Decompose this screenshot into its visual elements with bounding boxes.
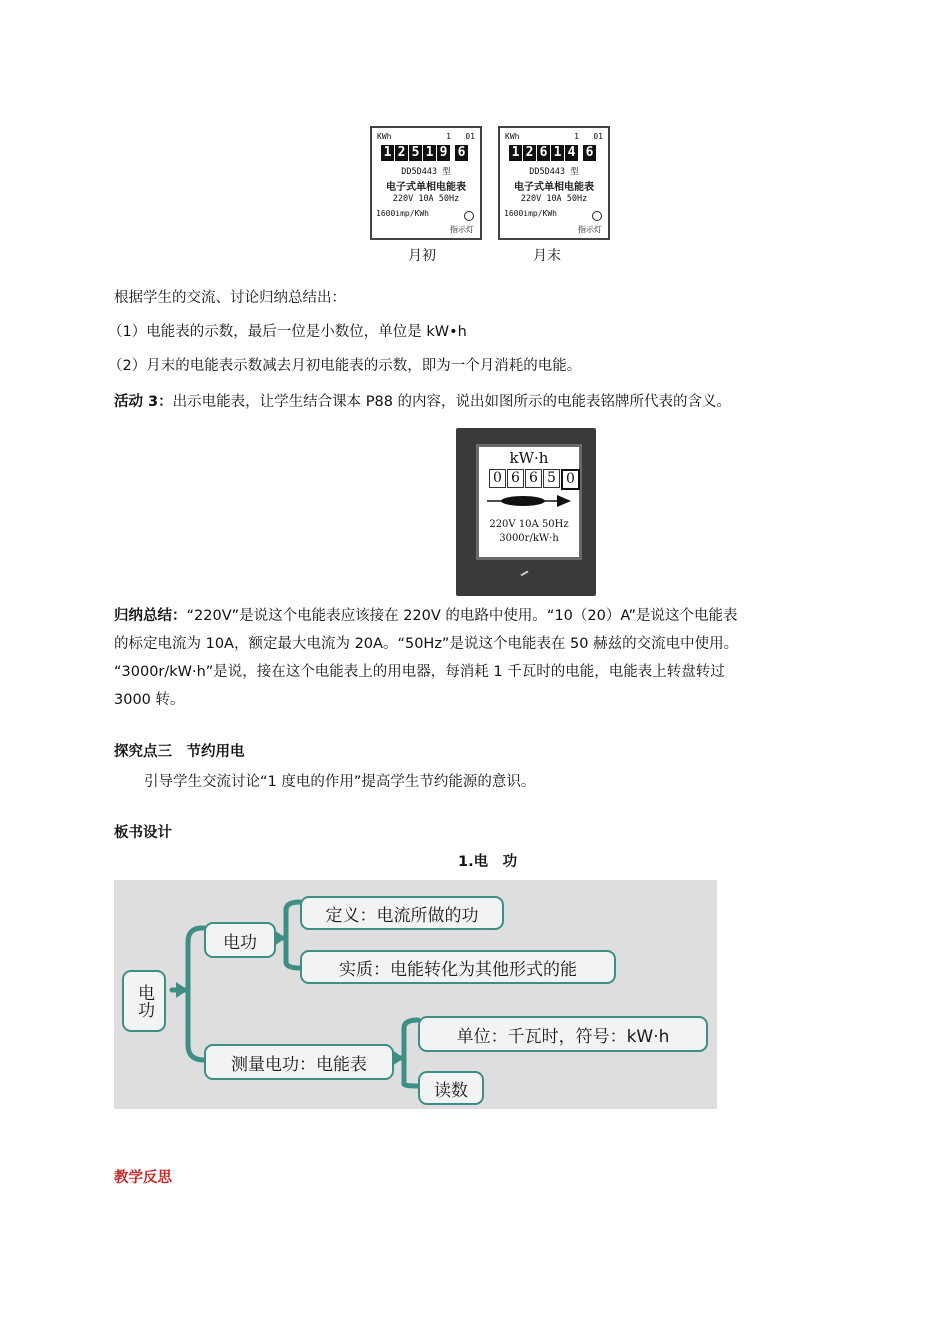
meter-name: 电子式单相电能表 [386,182,466,193]
digit: 1 [381,145,394,161]
meter-spec: 220V 10A 50Hz [489,519,569,530]
node-label: 实质：电能转化为其他形式的能 [339,959,577,980]
meter-counter [489,469,581,490]
meter-phase: 1 [446,132,451,141]
node-root [122,970,166,1032]
meter-phase: 1 [574,132,579,141]
decimal-digit: 6 [455,145,468,161]
meter-screw-icon [521,571,532,582]
node-definition [300,896,504,930]
activity-3-text: 出示电能表，让学生结合课本 P88 的内容，说出如图所示的电能表铭牌所代表的含义。 [172,394,732,410]
node-label: 测量电功：电能表 [231,1054,367,1075]
digit: 6 [525,469,542,488]
activity-3 [114,392,731,412]
meter-rev: 3000r/kW·h [499,533,559,544]
summary-label: 归纳总结： [114,608,187,624]
meter-window [476,444,582,560]
summary-line-3: “3000r/kW·h”是说，接在这个电能表上的用电器，每消耗 1 千瓦时的电能，电能表上转盘转过 [114,664,725,680]
digit: 6 [537,145,550,161]
meter-spec: 220V 10A 50Hz [520,194,588,204]
meter-imp: 1600imp/KWh [376,209,429,218]
rotor-arrow-icon [485,491,573,511]
node-unit [418,1016,708,1052]
point-2: （2）月末的电能表示数减去月初电能表的示数，即为一个月消耗的电能。 [108,358,582,374]
node-essence [300,950,616,984]
digit: 0 [489,469,506,488]
meter-model: DD5D443 型 [529,167,579,177]
node-label: 电功 [223,932,257,953]
node-label: 单位：千瓦时，符号：kW·h [456,1026,670,1047]
electric-meter-photo [456,428,596,596]
digit: 1 [423,145,436,161]
summary-line-1 [114,606,737,626]
summary-line-2: 的标定电流为 10A，额定最大电流为 20A。“50Hz”是说这个电能表在 50 赫兹的交流电中使用。 [114,636,739,652]
digit: 4 [565,145,578,161]
meter-month-end [498,126,610,240]
meter-model: DD5D443 型 [401,167,451,177]
node-root-label: 电功 [134,984,154,1018]
summary-text: “220V”是说这个电能表应该接在 220V 的电路中使用。“10（20）A”是说这个电能表 [186,608,738,624]
board-title: 板书设计 [114,825,172,841]
node-branch-electric-work [204,922,276,958]
mind-map [114,880,717,1109]
meter-month-start [370,126,482,240]
node-label: 定义：电流所做的功 [325,905,479,926]
meter-code: 01 [465,132,475,141]
indicator-lamp-icon [464,211,474,221]
decimal-digit: 0 [561,469,580,490]
meter-name: 电子式单相电能表 [514,182,594,193]
meter-caption: 月末 [533,248,561,264]
section-3-text: 引导学生交流讨论“1 度电的作用”提高学生节约能源的意识。 [144,774,536,790]
meter-imp: 1600imp/KWh [504,209,557,218]
teaching-reflection: 教学反思 [114,1170,172,1186]
activity-3-label: 活动 3： [114,394,173,410]
summary-line-4: 3000 转。 [114,692,185,708]
summary-intro: 根据学生的交流、讨论归纳总结出： [114,290,346,306]
meter-spec: 220V 10A 50Hz [392,194,460,204]
meter-digits [509,145,597,161]
indicator-lamp-icon [592,211,602,221]
meter-unit-label: kW·h [509,449,549,467]
meter-digits [381,145,469,161]
digit: 6 [507,469,524,488]
node-reading [418,1071,484,1105]
digit: 5 [409,145,422,161]
digit: 9 [437,145,450,161]
board-heading: 1.电 功 [458,854,518,870]
meter-unit: KWh [377,132,392,141]
node-measure [204,1044,394,1080]
point-1: （1）电能表的示数，最后一位是小数位，单位是 kW•h [108,324,467,340]
section-3-heading: 探究点三 节约用电 [114,744,245,760]
digit: 1 [509,145,522,161]
lamp-label: 指示灯 [450,225,474,234]
decimal-digit: 6 [583,145,596,161]
digit: 5 [543,469,560,488]
meter-caption: 月初 [408,248,436,264]
lamp-label: 指示灯 [578,225,602,234]
node-label: 读数 [434,1080,468,1101]
meter-code: 01 [593,132,603,141]
meter-unit: KWh [505,132,520,141]
digit: 1 [551,145,564,161]
digit: 2 [523,145,536,161]
digit: 2 [395,145,408,161]
